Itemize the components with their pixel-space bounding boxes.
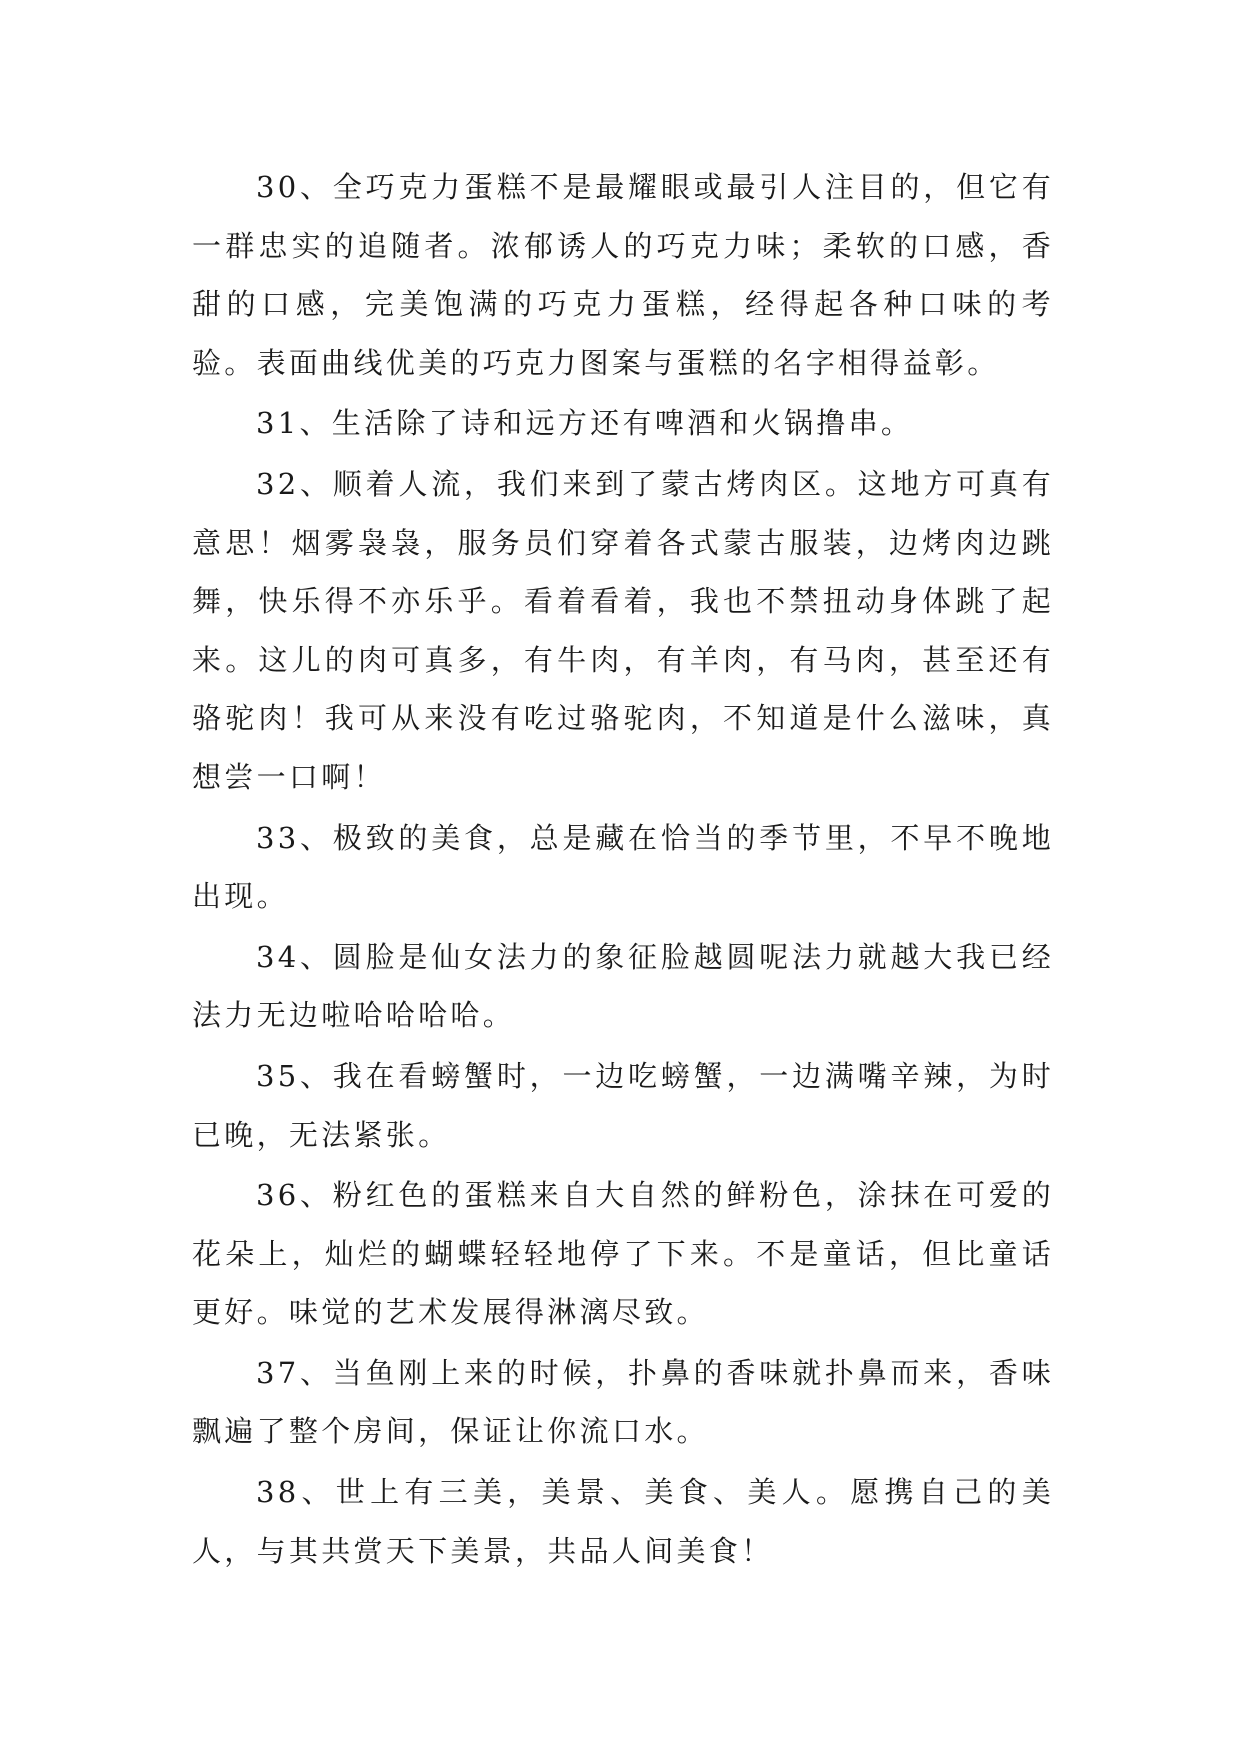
document-body: [192, 158, 1054, 1582]
paragraph-32: 32、顺着人流，我们来到了蒙古烤肉区。这地方可真有意思！烟雾袅袅，服务员们穿着各式蒙古服装，边烤肉边跳舞，快乐得不亦乐乎。看着看着，我也不禁扭动身体跳了起来。这儿的肉可真多，有牛肉，有羊肉，有马肉，甚至还有骆驼肉！我可从来没有吃过骆驼肉，不知道是什么滋味，真想尝一口啊！: [192, 466, 1054, 794]
paragraph-30: 30、全巧克力蛋糕不是最耀眼或最引人注目的，但它有一群忠实的追随者。浓郁诱人的巧克力味；柔软的口感，香甜的口感，完美饱满的巧克力蛋糕，经得起各种口味的考验。表面曲线优美的巧克力图案与蛋糕的名字相得益彰。: [192, 170, 1054, 380]
paragraph-37: 37、当鱼刚上来的时候，扑鼻的香味就扑鼻而来，香味飘遍了整个房间，保证让你流口水。: [192, 1355, 1054, 1449]
paragraph-31: 31、生活除了诗和远方还有啤酒和火锅撸串。: [256, 406, 914, 441]
paragraph-38: 38、世上有三美，美景、美食、美人。愿携自己的美人，与其共赏天下美景，共品人间美食！: [192, 1475, 1054, 1568]
paragraph-35: 35、我在看螃蟹时，一边吃螃蟹，一边满嘴辛辣，为时已晚，无法紧张。: [192, 1058, 1054, 1152]
paragraph-33: 33、极致的美食，总是藏在恰当的季节里，不早不晚地出现。: [192, 820, 1054, 914]
paragraph-36: 36、粉红色的蛋糕来自大自然的鲜粉色，涂抹在可爱的花朵上，灿烂的蝴蝶轻轻地停了下来。不是童话，但比童话更好。味觉的艺术发展得淋漓尽致。: [192, 1178, 1054, 1330]
paragraph-34: 34、圆脸是仙女法力的象征脸越圆呢法力就越大我已经法力无边啦哈哈哈哈。: [192, 939, 1054, 1033]
